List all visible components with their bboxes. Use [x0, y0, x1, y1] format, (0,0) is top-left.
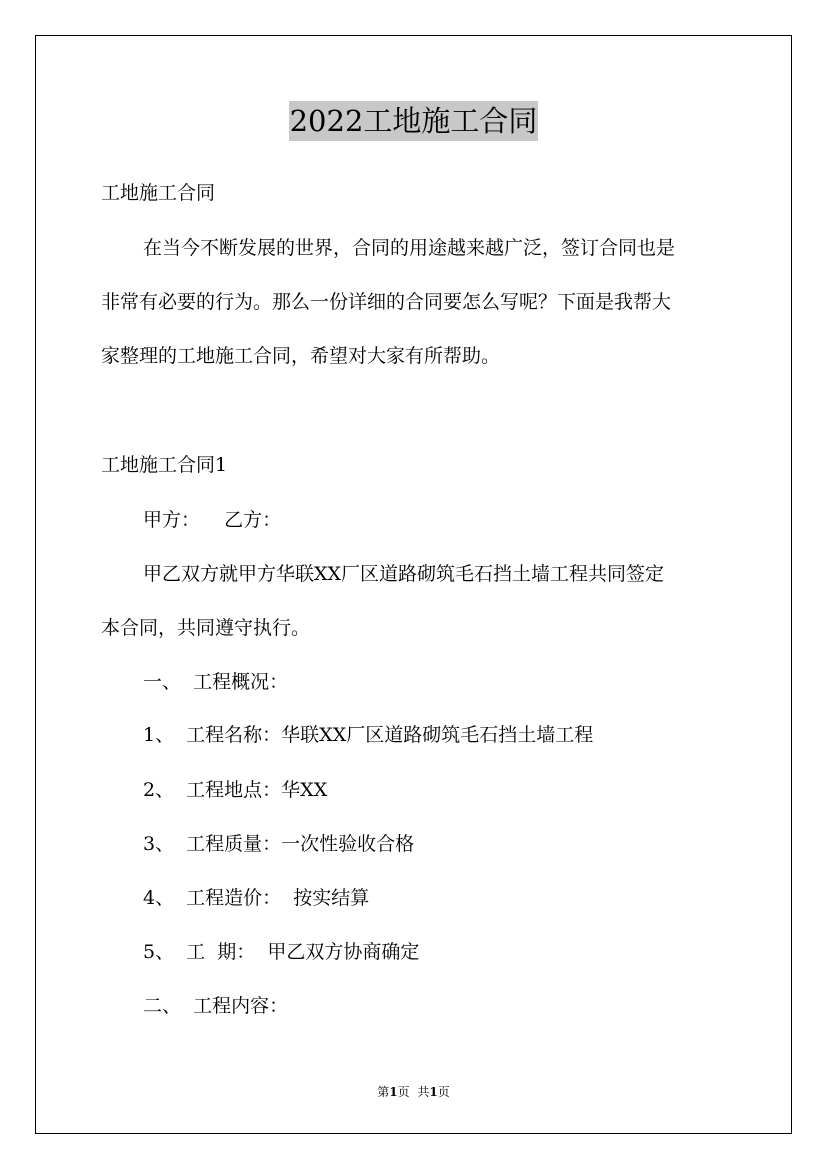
- agreement-line: 本合同，共同遵守执行。: [101, 617, 311, 639]
- list-item: 1、 工程名称：华联XX厂区道路砌筑毛石挡土墙工程: [143, 724, 594, 746]
- list-item: 3、 工程质量：一次性验收合格: [143, 833, 415, 855]
- footer-total-prefix: 共: [417, 1085, 430, 1099]
- section-title: 工地施工合同1: [101, 454, 228, 476]
- intro-line: 家整理的工地施工合同，希望对大家有所帮助。: [101, 345, 501, 367]
- intro-line: 在当今不断发展的世界，合同的用途越来越广泛，签订合同也是: [143, 237, 676, 259]
- footer-page-unit: 页: [397, 1085, 410, 1099]
- heading-project-content: 二、 工程内容：: [143, 995, 289, 1017]
- list-item: 4、 工程造价： 按实结算: [143, 887, 370, 909]
- document-title: 2022工地施工合同: [289, 101, 539, 141]
- footer-total-unit: 页: [437, 1085, 450, 1099]
- footer-prefix: 第: [377, 1085, 390, 1099]
- footer-total-pages: 1: [429, 1085, 438, 1099]
- list-item: 5、 工 期： 甲乙双方协商确定: [143, 941, 420, 963]
- heading-project-overview: 一、 工程概况：: [143, 671, 289, 693]
- agreement-line: 甲乙双方就甲方华联XX厂区道路砌筑毛石挡土墙工程共同签定: [143, 563, 665, 585]
- list-item: 2、 工程地点：华XX: [143, 779, 328, 801]
- intro-line: 非常有必要的行为。那么一份详细的合同要怎么写呢？下面是我帮大: [101, 291, 672, 313]
- footer-page-number: 1: [389, 1085, 398, 1099]
- page-footer: [0, 1084, 827, 1100]
- subtitle: 工地施工合同: [101, 182, 216, 204]
- title-container: [0, 101, 827, 141]
- parties-line: 甲方： 乙方：: [143, 509, 282, 531]
